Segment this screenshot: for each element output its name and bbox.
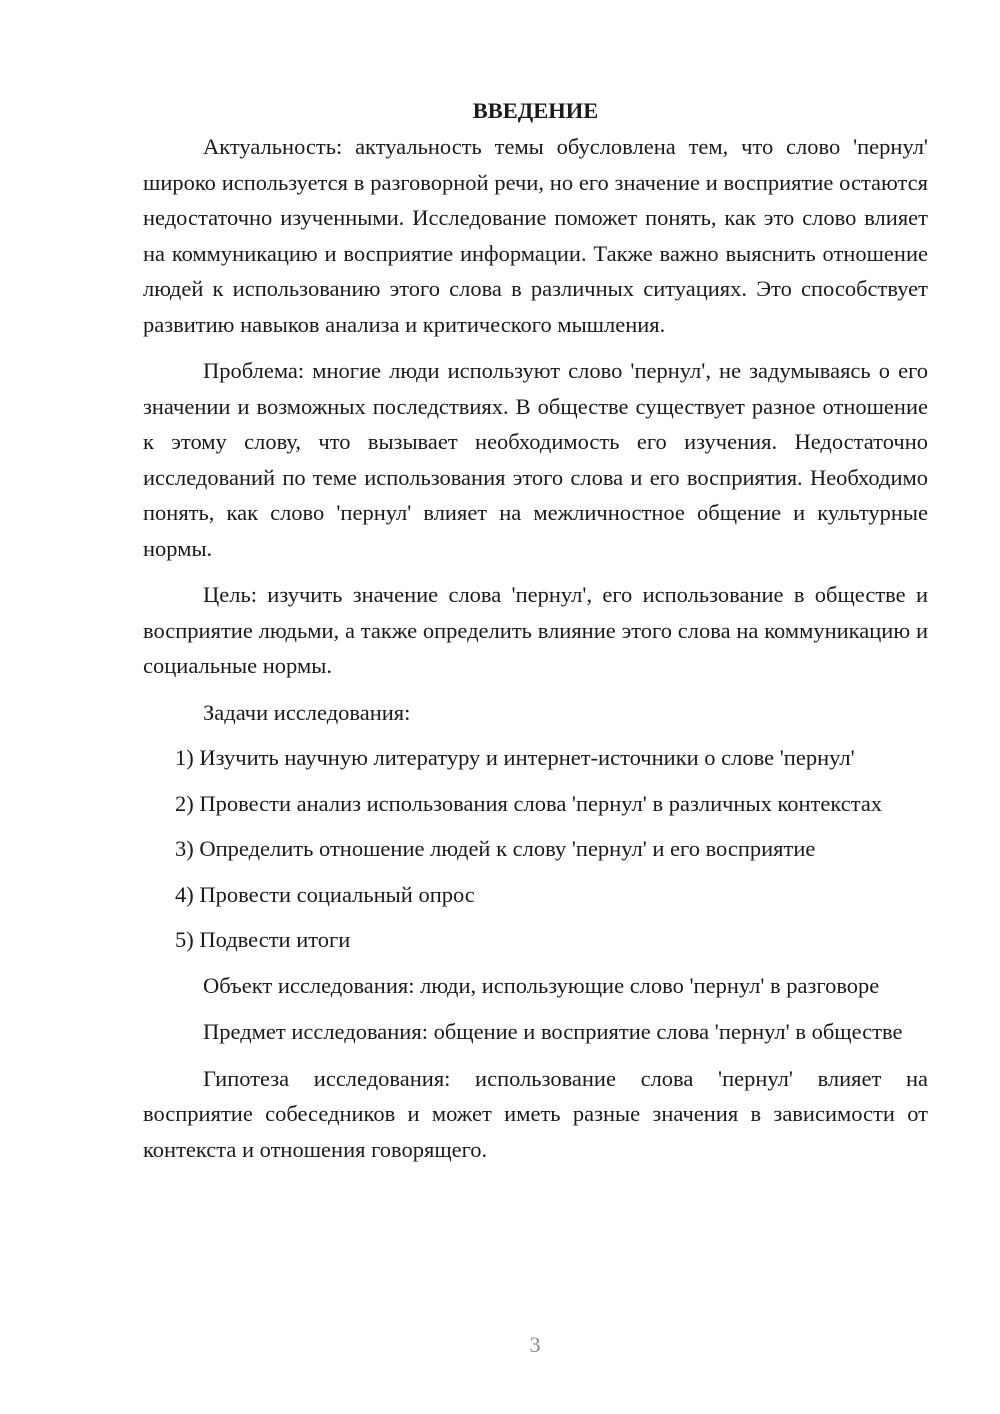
subject-paragraph: Предмет исследования: общение и восприятие слова 'пернул' в обществе: [203, 1019, 903, 1044]
document-body: [143, 93, 928, 1178]
tasks-heading: Задачи исследования:: [203, 699, 411, 725]
page-title: ВВЕДЕНИЕ: [472, 98, 599, 123]
task-item: 2) Провести анализ использования слова 'пернул' в различных контекстах: [175, 790, 883, 816]
problem-paragraph: Проблема: многие люди используют слово 'пернул', не задумываясь о его значении и возможных последствиях. В обществе существует разное отношение к этому слову, что вызывает необходимость его изучения. Недостаточно исследований по теме использования этого слова и его восприятия. Необходимо понять, как слово 'пернул' влияет на межличностное общение и культурные нормы.: [143, 358, 928, 561]
task-item: 3) Определить отношение людей к слову 'пернул' и его восприятие: [175, 836, 816, 861]
task-item: 5) Подвести итоги: [175, 927, 351, 952]
goal-paragraph: Цель: изучить значение слова 'пернул', его использование в обществе и восприятие людьми, а также определить влияние этого слова на коммуникацию и социальные нормы.: [143, 582, 928, 678]
hypothesis-paragraph: Гипотеза исследования: использование слова 'пернул' влияет на восприятие собеседников и может иметь разные значения в зависимости от контекста и отношения говорящего.: [143, 1065, 928, 1162]
object-paragraph: Объект исследования: люди, использующие слово 'пернул' в разговоре: [203, 972, 880, 998]
relevance-paragraph: Актуальность: актуальность темы обусловлена тем, что слово 'пернул' широко используется в разговорной речи, но его значение и восприятие остаются недостаточно изученными. Исследование поможет понять, как это слово влияет на коммуникацию и восприятие информации. Также важно выяснить отношение людей к использованию этого слова в различных ситуациях. Это способствует развитию навыков анализа и критического мышления.: [143, 134, 928, 337]
page-number: 3: [529, 1332, 541, 1357]
task-item: 1) Изучить научную литературу и интернет-источники о слове 'пернул': [175, 745, 855, 770]
task-item: 4) Провести социальный опрос: [175, 881, 475, 907]
